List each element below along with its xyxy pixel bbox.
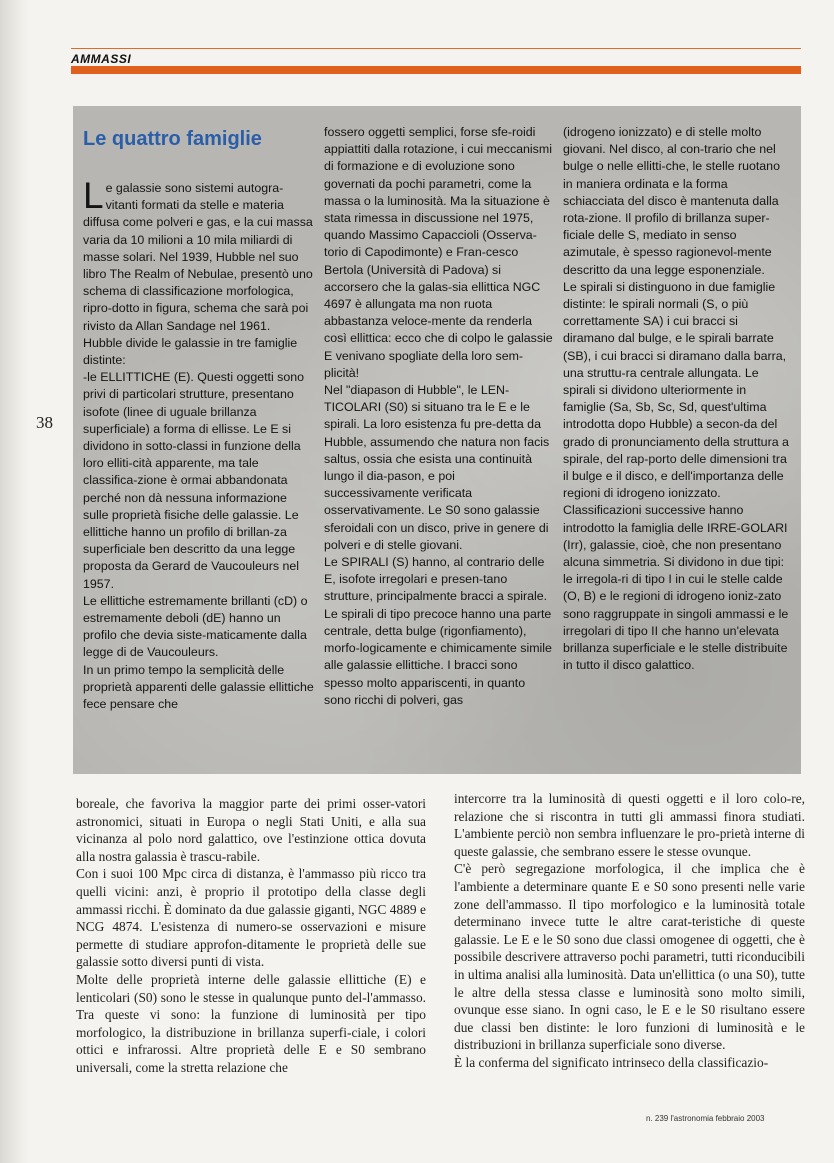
page-gutter-shadow <box>0 0 30 1163</box>
boxout-title: Le quattro famiglie <box>83 128 262 150</box>
boxout-paragraph: -le ELLITTICHE (E). Questi oggetti sono privi di particolari strutture, presentano isofote (linee di uguale brillanza superficiale) a forma di ellisse. Le E si dividono in sotto-classi in funzione della loro elliti-cità apparente, ma tale classifica-zione è ormai abbandonata perché non dà nessuna informazione sulle proprietà fisiche delle galassie. Le ellittiche hanno un profilo di brillan-za superficiale ben descritto da una legge proposta da Gerard de Vaucouleurs nel 1957. <box>83 370 305 591</box>
boxout-paragraph: Le galassie sono sistemi autogra-vitanti formati da stelle e materia diffusa come polveri e gas, e la cui massa varia da 10 milioni a 10 mila miliardi di masse solari. Nel 1939, Hubble nel suo libro The Realm of Nebulae, presentò uno schema di classificazione morfologica, ripro-dotto in figura, schema che sarà poi rivisto da Allan Sandage nel 1961. <box>83 175 313 333</box>
body-paragraph: boreale, che favoriva la maggior parte dei primi osser-vatori astronomici, situati in Europa o negli Stati Uniti, e alla sua vicinanza al polo nord galattico, ove l'estinzione ottica dovuta alla nostra galassia è trascu-rabile. <box>76 796 426 864</box>
boxout-paragraph: Le ellittiche estremamente brillanti (cD) o estremamente deboli (dE) hanno un profilo che devia siste-maticamente dalla legge di de Vaucouleurs. <box>83 593 308 660</box>
boxout-paragraph: Le spirali si distinguono in due famiglie distinte: le spirali normali (S, o più correttamente SA) i cui bracci si diramano dal bulge, e le spirali barrate (SB), i cui bracci si diramano dalla barra, una struttu-ra centrale allungata. Le spirali si dividono ulteriormente in famiglie (Sa, Sb, Sc, Sd, quest'ultima introdotta dopo Hubble) a secon-da del grado di pronunciamento della struttura a spirale, del rap-porto delle dimensioni tra il bulge e il disco, e dell'importanza delle regioni di idrogeno ionizzato. <box>563 279 789 501</box>
body-paragraph: C'è però segregazione morfologica, il che implica che è l'ambiente a determinare quante E e S0 sono presenti nelle varie zone dell'ammasso. Il tipo morfologico e la luminosità totale determinano invece tutte le altre carat-teristiche di queste galassie. Le E e le S0 sono due classi omogenee di oggetti, che è possibile descrivere attraverso pochi parametri, tutti riconducibili in ultima analisi alla luminosità. Data un'ellittica (o una S0), tutte le altre della stessa classe e luminosità sono molto simili, ovunque esse siano. In ogni caso, le E e le S0 risultano essere due classi ben distinte: le loro funzioni di luminosità e le distribuzioni in brillanza superficiale sono diverse. <box>454 861 805 1053</box>
boxout-paragraph: Le SPIRALI (S) hanno, al contrario delle E, isofote irregolari e presen-tano strutture, principalmente bracci a spirale. Le spirali di tipo precoce hanno una parte centrale, detta bulge (rigonfiamento), morfo-logicamente e chimicamente simile alle galassie ellittiche. I bracci sono spesso molto appariscenti, in quanto sono ricchi di polveri, gas <box>324 555 552 707</box>
section-label: AMMASSI <box>71 52 132 66</box>
body-paragraph: intercorre tra la luminosità di questi oggetti e il loro colo-re, relazione che si riscontra in tutti gli ammassi finora studiati. L'ambiente perciò non sembra influenzare le pro-prietà interne di queste galassie, che sembrano essere le stesse ovunque. <box>454 791 805 859</box>
body-paragraph: È la conferma del significato intrinseco della classificazio- <box>454 1054 769 1070</box>
page-footer: n. 239 l'astronomia febbraio 2003 <box>646 1114 765 1123</box>
header-rule-thin <box>71 48 801 49</box>
sidebar-boxout <box>73 106 801 774</box>
boxout-paragraph: Nel "diapason di Hubble", le LEN-TICOLARI (S0) si situano tra le E e le spirali. La loro esistenza fu pre-detta da Hubble, assumendo che natura non facis saltus, ossia che esista una continuità lungo il dia-pason, e poi successivamente verificata osservativamente. Le S0 sono galassie sferoidali con un disco, prive in genere di polveri e di stelle giovani. <box>324 383 550 552</box>
boxout-paragraph: fossero oggetti semplici, forse sfe-roidi appiattiti dalla rotazione, i cui meccanismi di formazione e di evoluzione sono governati da pochi parametri, come la massa o la luminosità. Ma la situazione è stata rimessa in discussione nel 1975, quando Massimo Capaccioli (Osserva-torio di Capodimonte) e Fran-cesco Bertola (Università di Padova) si accorsero che la galas-sia ellittica NGC 4697 è allungata ma non ruota abbastanza veloce-mente da renderla così ellittica: ecco che di colpo le galassie E venivano spogliate della loro sem-plicità! <box>324 125 553 380</box>
body-column-1 <box>76 795 426 1077</box>
boxout-paragraph: (idrogeno ionizzato) e di stelle molto giovani. Nel disco, al con-trario che nel bulge o nelle ellitti-che, le stelle ruotano in maniera ordinata e la forma schiacciata del disco è mantenuta dalla rota-zione. Il profilo di brillanza super-ficiale delle S, mediato in senso azimutale, è spesso ragionevol-mente descritto da una legge esponenziale. <box>563 125 780 277</box>
drop-cap: L <box>83 175 104 216</box>
body-paragraph: Con i suoi 100 Mpc circa di distanza, è l'ammasso più ricco tra quelli vicini: anzi, è proprio il prototipo della classe degli ammassi ricchi. È dominato da due galassie giganti, NGC 4889 e NCG 4874. L'esistenza di numero-se osservazioni e misure permette di studiare approfon-ditamente le proprietà delle sue galassie sotto diversi punti di vista. <box>76 866 426 970</box>
header-rule-thick <box>71 66 801 74</box>
body-paragraph: Molte delle proprietà interne delle galassie ellittiche (E) e lenticolari (S0) sono le stesse in qualunque punto del-l'ammasso. Tra queste vi sono: la funzione di luminosità per tipo morfologico, la distribuzione in brillanza superfi-ciale, i colori ottici e infrarossi. Altre proprietà delle E e S0 sembrano universali, come la stretta relazione che <box>76 971 426 1075</box>
boxout-column-3 <box>563 124 792 675</box>
page-number: 38 <box>36 413 53 432</box>
boxout-column-1 <box>83 120 315 713</box>
boxout-column-2 <box>324 124 553 709</box>
boxout-paragraph: Classificazioni successive hanno introdotto la famiglia delle IRRE-GOLARI (Irr), galassie, cioè, che non presentano alcuna simmetria. Si dividono in due tipi: le irregola-ri di tipo I in cui le stelle calde (O, B) e le regioni di idrogeno ioniz-zato sono raggruppate in singoli ammassi e le irregolari di tipo II che hanno un'elevata brillanza superficiale e le stelle distribuite in tutto il disco galattico. <box>563 503 789 673</box>
boxout-paragraph: Hubble divide le galassie in tre famiglie distinte: <box>83 335 298 368</box>
body-column-2 <box>454 790 805 1072</box>
boxout-paragraph: In un primo tempo la semplicità delle proprietà apparenti delle galassie ellittiche fece pensare che <box>83 662 314 712</box>
